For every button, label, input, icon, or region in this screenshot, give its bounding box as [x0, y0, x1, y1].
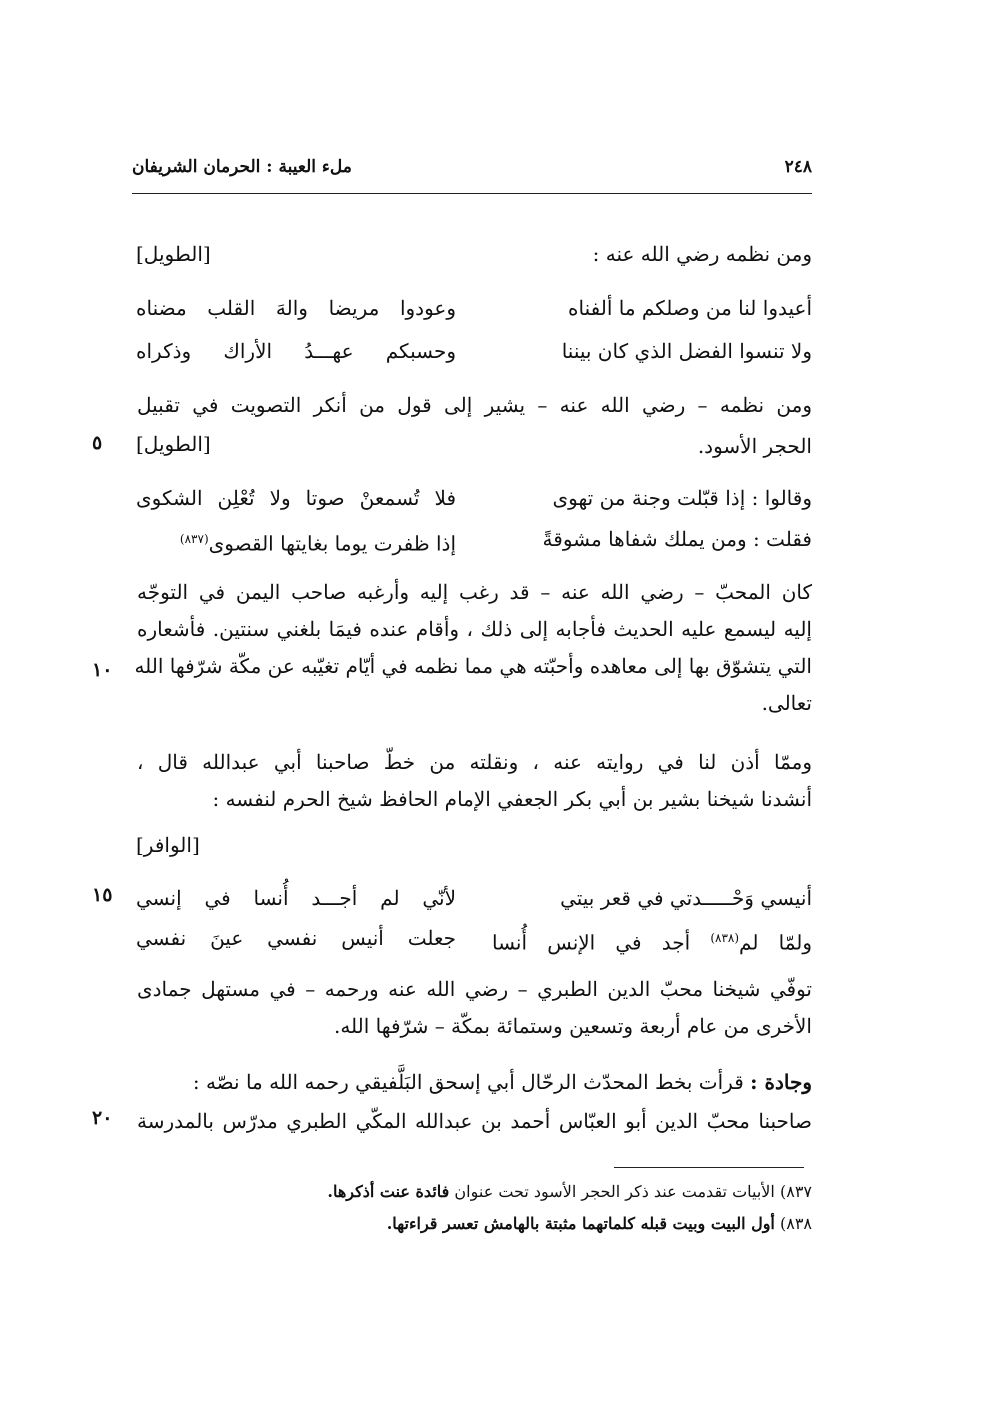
- header-rule: [132, 193, 812, 194]
- footnote-text: أول البيت وبيت قبله كلماتهما مثبتة بالهامش تعسر قراءتها.: [386, 1214, 775, 1233]
- verse-hemistich: وحسبكم عهـــدُ الأراك وذكراه: [136, 339, 456, 363]
- line-number: ١٠: [92, 659, 113, 681]
- text-line: الحجر الأسود.: [697, 434, 812, 458]
- verse-hemistich: وقالوا : إذا قبّلت وجنة من تهوى: [552, 486, 812, 510]
- verse-text: إذا ظفرت يوما بغايتها القصوى: [208, 531, 456, 556]
- text-line: صاحبنا محبّ الدين أبو العبّاس أحمد بن عبدالله المكّي الطبري مدرّس بالمدرسة: [137, 1109, 812, 1133]
- footnote-ref: (٨٣٨): [710, 931, 740, 945]
- footnote: [327, 1182, 812, 1201]
- poem-intro: ومن نظمه رضي الله عنه :: [592, 242, 812, 266]
- footnote-bold-text: فائدة عنت أذكرها.: [327, 1182, 450, 1201]
- verse-text: أجد في الإنس أُنسا: [492, 930, 691, 955]
- paragraph: [137, 391, 812, 419]
- text-line: الأخرى من عام أربعة وتسعين وستمائة بمكّة – شرّفها الله.: [333, 1014, 812, 1038]
- text-line: تعالى.: [761, 691, 812, 715]
- text-line: إليه ليسمع عليه الحديث فأجابه إلى ذلك ، وأقام عنده فيمَا بلغني سنتين. فأشعاره: [137, 617, 812, 641]
- verse-hemistich: أنيسي وَحْـــــدتي في قعر بيتي: [560, 886, 812, 910]
- text-line: كان المحبّ – رضي الله عنه – قد رغب إليه وأرغبه صاحب اليمن في التوجّه: [137, 580, 812, 604]
- meter-label: [الوافر]: [136, 833, 200, 857]
- footnote: [387, 1214, 812, 1233]
- verse-hemistich: وعودوا مريضا والهَ القلب مضناه: [136, 296, 456, 320]
- text-line: وممّا أذن لنا في روايته عنه ، ونقلته من خطّ صاحبنا أبي عبدالله قال ،: [137, 750, 812, 774]
- text-line: توفّي شيخنا محبّ الدين الطبري – رضي الله عنه ورحمه – في مستهل جمادى: [137, 977, 812, 1001]
- footnote-number: ٨٣٨): [779, 1214, 812, 1233]
- line-number: ٥: [92, 432, 103, 454]
- line-number: ٢٠: [92, 1107, 113, 1129]
- footnote-text: الأبيات تقدمت عند ذكر الحجر الأسود تحت عنوان: [454, 1182, 775, 1201]
- verse-hemistich: [492, 924, 812, 957]
- paragraph: [137, 1107, 812, 1135]
- meter-label: [الطويل]: [136, 432, 211, 456]
- paragraph: [134, 578, 812, 717]
- verse-hemistich: جعلت أنيس نفسي عينَ نفسي: [136, 926, 456, 950]
- verse-text: ولمّا لم: [739, 930, 813, 955]
- meter-label: [الطويل]: [136, 242, 211, 266]
- verse-hemistich: ولا تنسوا الفضل الذي كان بيننا: [561, 339, 812, 363]
- paragraph: [137, 975, 812, 1040]
- line-number: ١٥: [92, 884, 113, 906]
- verse-hemistich: لأنّي لم أجـــد أُنسا في إنسي: [136, 886, 456, 910]
- verse-hemistich: فلا تُسمعنْ صوتا ولا تُعْلِن الشكوى: [136, 486, 456, 510]
- wijada-lead: وجادة :: [750, 1070, 812, 1094]
- text-line: ومن نظمه – رضي الله عنه – يشير إلى قول من أنكر التصويت في تقبيل: [137, 393, 812, 417]
- verse-hemistich: فقلت : ومن يملك شفاها مشوقةً: [542, 527, 812, 551]
- running-title: ملء العيبة : الحرمان الشريفان: [132, 157, 352, 177]
- page-number: ٢٤٨: [784, 157, 812, 177]
- text-line: [193, 1068, 812, 1096]
- footnote-number: ٨٣٧): [779, 1182, 812, 1201]
- paragraph: [137, 748, 812, 813]
- footnote-ref: (٨٣٧): [179, 532, 209, 546]
- verse-hemistich: [136, 525, 456, 558]
- text-line: التي يتشوّق بها إلى معاهده وأحبّته هي مما نظمه في أيّام تغيّبه عن مكّة شرّفها الله: [134, 654, 812, 678]
- text-span: قرأت بخط المحدّث الرحّال أبي إسحق البَلَّفيقي رحمه الله ما نصّه :: [192, 1070, 744, 1094]
- verse-hemistich: أعيدوا لنا من وصلكم ما ألفناه: [568, 296, 812, 320]
- running-header: [132, 157, 812, 187]
- text-line: أنشدنا شيخنا بشير بن أبي بكر الجعفي الإمام الحافظ شيخ الحرم لنفسه :: [212, 787, 812, 811]
- footnote-rule: [614, 1167, 804, 1168]
